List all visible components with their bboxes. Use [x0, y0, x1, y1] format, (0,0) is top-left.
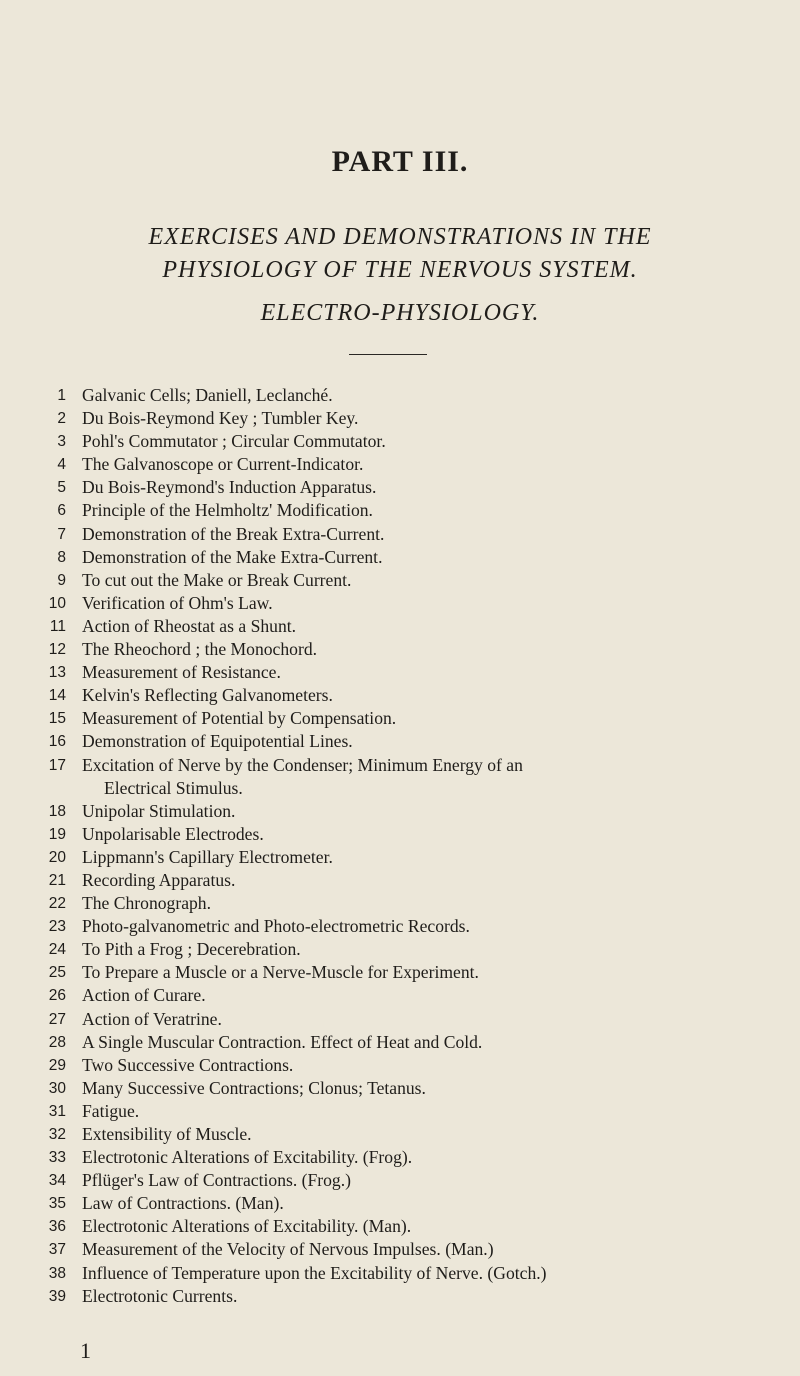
exercise-item	[44, 915, 784, 938]
exercise-title: Principle of the Helmholtz' Modification.	[82, 500, 373, 521]
exercise-number: 1	[57, 387, 66, 404]
exercise-title: Unipolar Stimulation.	[82, 800, 236, 821]
exercise-item	[44, 1054, 784, 1077]
exercise-list	[44, 384, 784, 1308]
exercise-title: Action of Veratrine.	[82, 1008, 222, 1029]
exercise-item	[44, 1285, 784, 1308]
exercise-number: 30	[48, 1079, 66, 1097]
exercise-number: 24	[48, 941, 66, 959]
exercise-number: 22	[48, 895, 66, 913]
exercise-title: Pohl's Commutator ; Circular Commutator.	[82, 431, 386, 452]
exercise-item	[44, 823, 784, 846]
exercise-title: Measurement of the Velocity of Nervous Impulses. (Man.)	[82, 1239, 494, 1260]
exercise-item	[44, 453, 784, 476]
exercise-number: 5	[57, 479, 66, 497]
exercise-title: Recording Apparatus.	[82, 869, 236, 890]
exercise-title: A Single Muscular Contraction. Effect of Heat and Cold.	[82, 1031, 483, 1052]
exercise-item	[44, 1031, 784, 1054]
exercise-number: 11	[49, 617, 66, 635]
exercise-number: 8	[57, 548, 66, 566]
exercise-title: Extensibility of Muscle.	[82, 1124, 252, 1144]
exercise-item	[44, 569, 784, 592]
exercise-title: Influence of Temperature upon the Excitability of Nerve. (Gotch.)	[82, 1262, 547, 1283]
exercise-number: 26	[48, 987, 66, 1005]
exercise-number: 9	[57, 571, 66, 589]
divider-rule	[349, 354, 427, 355]
exercise-number: 13	[48, 664, 66, 682]
exercise-title: Law of Contractions. (Man).	[82, 1193, 284, 1214]
exercise-item	[44, 661, 784, 684]
exercise-number: 36	[48, 1218, 66, 1236]
exercise-number: 25	[48, 964, 66, 982]
exercise-number: 18	[48, 802, 66, 820]
exercise-item	[44, 984, 784, 1007]
exercise-item	[44, 546, 784, 569]
exercise-item	[44, 1238, 784, 1261]
exercise-title: Unpolarisable Electrodes.	[82, 823, 264, 844]
exercise-title-continuation: Electrical Stimulus.	[104, 777, 243, 798]
exercise-title: Pflüger's Law of Contractions. (Frog.)	[82, 1170, 351, 1191]
exercise-number: 15	[48, 710, 66, 728]
exercise-item	[44, 523, 784, 546]
exercise-number: 34	[48, 1172, 66, 1190]
subtitle-line-2: PHYSIOLOGY OF THE NERVOUS SYSTEM.	[162, 257, 638, 283]
exercise-item	[44, 869, 784, 892]
page-number: 1	[80, 1338, 91, 1363]
exercise-title: Galvanic Cells; Daniell, Leclanché.	[82, 385, 333, 405]
exercise-number: 32	[48, 1126, 66, 1143]
exercise-number: 6	[57, 502, 66, 520]
exercise-title: To cut out the Make or Break Current.	[82, 569, 352, 590]
exercise-number: 14	[48, 687, 66, 705]
exercise-item	[44, 499, 784, 522]
exercise-number: 16	[48, 733, 66, 751]
exercise-title: Kelvin's Reflecting Galvanometers.	[82, 685, 333, 706]
exercise-item	[44, 961, 784, 984]
exercise-number: 28	[48, 1033, 66, 1051]
subtitle-line-1: EXERCISES AND DEMONSTRATIONS IN THE	[148, 224, 652, 250]
exercise-number: 2	[57, 410, 66, 428]
exercise-title: Demonstration of the Make Extra-Current.	[82, 546, 383, 567]
exercise-item	[44, 684, 784, 707]
exercise-title: Electrotonic Currents.	[82, 1285, 238, 1306]
exercise-item	[44, 754, 784, 800]
exercise-title: To Prepare a Muscle or a Nerve-Muscle for Experiment.	[82, 962, 479, 983]
exercise-item	[44, 638, 784, 661]
exercise-title: Electrotonic Alterations of Excitability. (Man).	[82, 1216, 412, 1237]
exercise-number: 35	[48, 1195, 66, 1213]
exercise-number: 17	[48, 756, 66, 774]
exercise-number: 21	[48, 871, 66, 889]
exercise-item	[44, 892, 784, 915]
exercise-item	[44, 1215, 784, 1238]
exercise-item	[44, 938, 784, 961]
exercise-number: 23	[48, 918, 66, 936]
exercise-title: Action of Rheostat as a Shunt.	[82, 615, 297, 636]
exercise-title: Action of Curare.	[82, 985, 206, 1006]
exercise-number: 31	[48, 1102, 66, 1120]
exercise-title: The Galvanoscope or Current-Indicator.	[82, 454, 364, 475]
exercise-number: 29	[48, 1056, 66, 1074]
exercise-number: 3	[57, 433, 66, 451]
exercise-item	[44, 800, 784, 823]
exercise-item	[44, 476, 784, 499]
exercise-item	[44, 1262, 784, 1285]
exercise-title: Demonstration of Equipotential Lines.	[82, 731, 353, 752]
exercise-item	[44, 1123, 784, 1146]
exercise-title: Two Successive Contractions.	[82, 1054, 294, 1075]
exercise-title: Electrotonic Alterations of Excitability. (Frog).	[82, 1147, 413, 1168]
exercise-title: Lippmann's Capillary Electrometer.	[82, 846, 333, 867]
exercise-number: 20	[48, 848, 66, 866]
exercise-title: The Chronograph.	[82, 893, 211, 914]
exercise-item	[44, 1146, 784, 1169]
exercise-number: 37	[48, 1241, 66, 1259]
exercise-item	[44, 1169, 784, 1192]
exercise-item	[44, 430, 784, 453]
exercise-item	[44, 1008, 784, 1031]
exercise-number: 27	[48, 1010, 66, 1028]
exercise-title: Du Bois-Reymond's Induction Apparatus.	[82, 477, 377, 498]
exercise-item	[44, 407, 784, 430]
exercise-title: Du Bois-Reymond Key ; Tumbler Key.	[82, 408, 359, 429]
exercise-title: Measurement of Resistance.	[82, 662, 281, 683]
exercise-number: 33	[48, 1149, 66, 1167]
exercise-number: 4	[57, 456, 66, 474]
exercise-item	[44, 384, 784, 407]
exercise-item	[44, 846, 784, 869]
exercise-title: Fatigue.	[82, 1100, 140, 1121]
exercise-item	[44, 1192, 784, 1215]
exercise-title: Photo-galvanometric and Photo-electrometric Records.	[82, 916, 470, 937]
exercise-item	[44, 592, 784, 615]
exercise-title: To Pith a Frog ; Decerebration.	[82, 939, 301, 960]
section-heading: ELECTRO-PHYSIOLOGY.	[260, 300, 540, 326]
exercise-title: Verification of Ohm's Law.	[82, 592, 273, 613]
exercise-number: 10	[48, 594, 66, 612]
exercise-number: 12	[48, 641, 66, 659]
exercise-item	[44, 707, 784, 730]
exercise-number: 19	[48, 825, 66, 843]
exercise-title: The Rheochord ; the Monochord.	[82, 639, 318, 660]
exercise-item	[44, 615, 784, 638]
exercise-number: 38	[48, 1264, 66, 1282]
exercise-item	[44, 730, 784, 753]
exercise-title: Measurement of Potential by Compensation.	[82, 708, 397, 729]
exercise-title: Many Successive Contractions; Clonus; Tetanus.	[82, 1077, 426, 1098]
exercise-title: Excitation of Nerve by the Condenser; Minimum Energy of an	[82, 754, 523, 775]
exercise-title: Demonstration of the Break Extra-Current.	[82, 523, 385, 544]
exercise-number: 39	[48, 1287, 66, 1305]
exercise-item	[44, 1100, 784, 1123]
part-title: PART III.	[331, 145, 469, 178]
exercise-item	[44, 1077, 784, 1100]
exercise-number: 7	[57, 525, 66, 543]
